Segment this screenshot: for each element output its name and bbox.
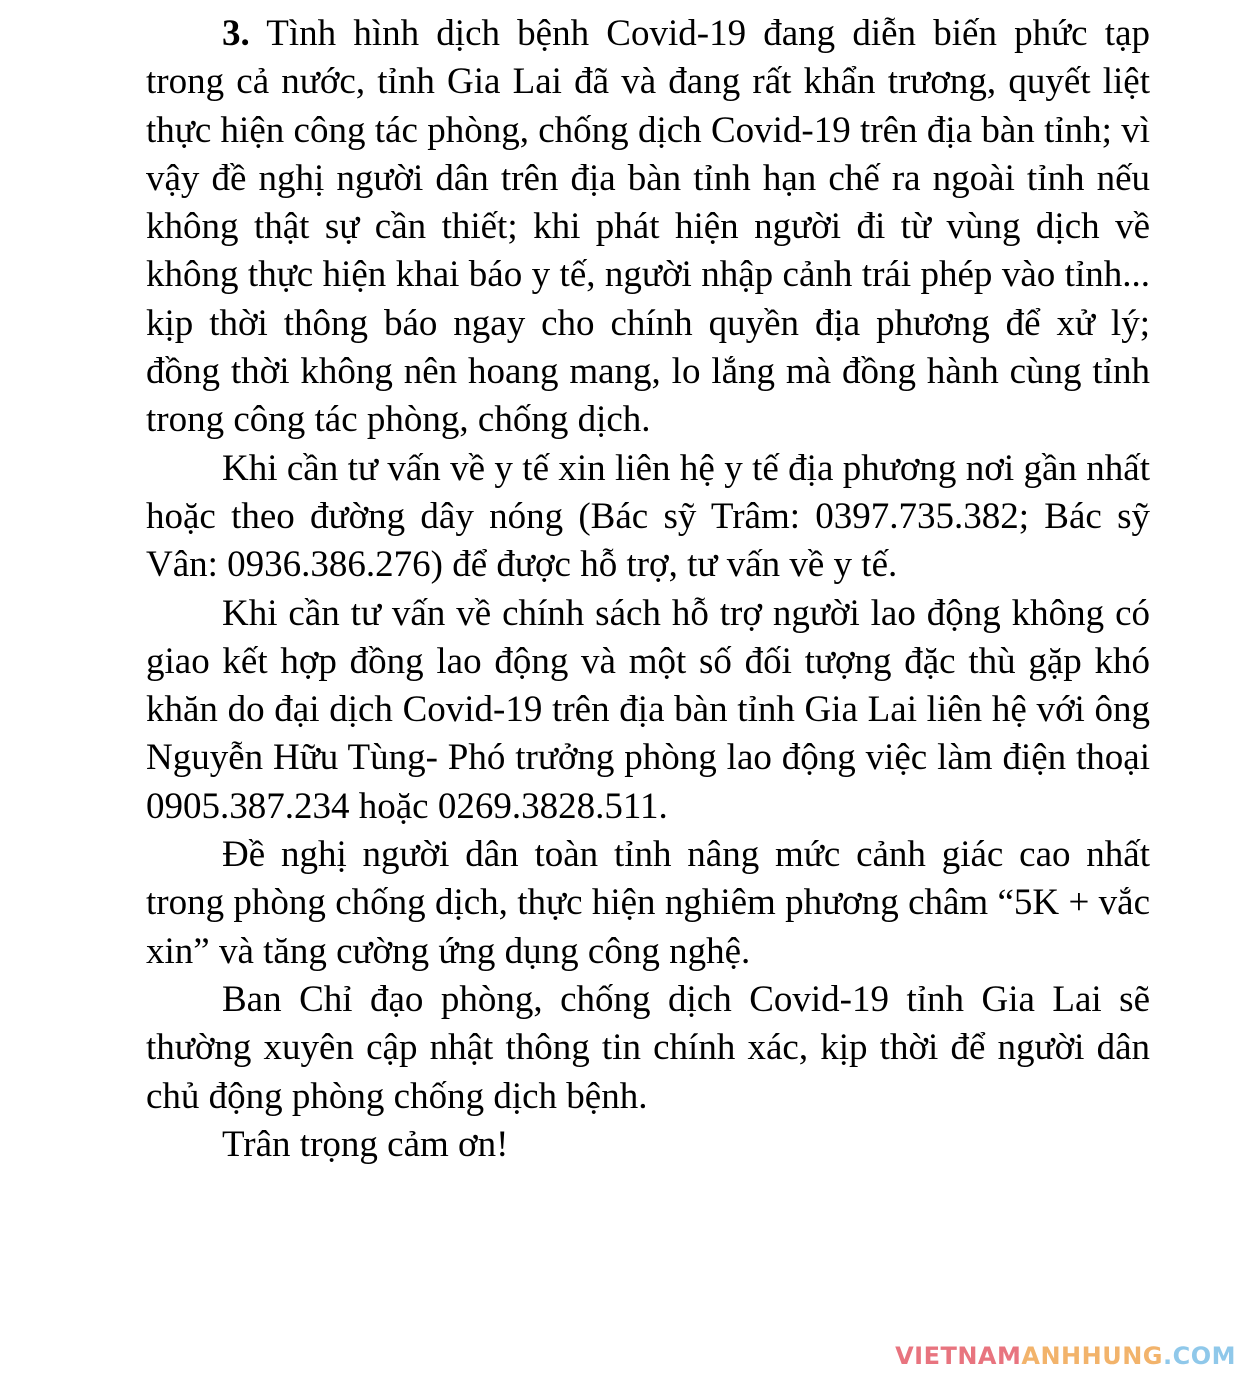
paragraph-closing-thanks: Trân trọng cảm ơn! [222,1123,509,1165]
paragraph-5k-vaccine: Đề nghị người dân toàn tỉnh nâng mức cảnh giác cao nhất trong phòng chống dịch, thực hiện nghiêm phương châm “5K + vắc xin” và tăng cường ứng dụng công nghệ. [146,834,1150,972]
paragraph-medical-hotline: Khi cần tư vấn về y tế xin liên hệ y tế địa phương nơi gần nhất hoặc theo đường dây nóng (Bác sỹ Trâm: 0397.735.382; Bác sỹ Vân: 0936.386.276) để được hỗ trợ, tư vấn về y tế. [146,447,1150,586]
watermark-part-anhhung: ANHHUNG [1021,1342,1163,1370]
paragraph-text: Tình hình dịch bệnh Covid-19 đang diễn biến phức tạp trong cả nước, tỉnh Gia Lai đã và đang rất khẩn trương, quyết liệt thực hiện công tác phòng, chống dịch Covid-19 trên địa bàn tỉnh; vì vậy đề nghị người dân trên địa bàn tỉnh hạn chế ra ngoài tỉnh nếu không thật sự cần thiết; khi phát hiện người đi từ vùng dịch về không thực hiện khai báo y tế, người nhập cảnh trái phép vào tỉnh... kịp thời thông báo ngay cho chính quyền địa phương để xử lý; đồng thời không nên hoang mang, lo lắng mà đồng hành cùng tỉnh trong công tác phòng, chống dịch. [146,13,1150,441]
paragraph-steering-committee: Ban Chỉ đạo phòng, chống dịch Covid-19 tỉnh Gia Lai sẽ thường xuyên cập nhật thông tin chính xác, kịp thời để người dân chủ động phòng chống dịch bệnh. [146,978,1150,1117]
paragraph-number: 3. [222,13,250,54]
watermark-part-vietnam: VIETNAM [895,1342,1022,1370]
watermark-part-com: .COM [1162,1342,1236,1370]
paragraph-covid-situation [146,10,1150,445]
site-watermark [895,1342,1236,1370]
paragraph-labor-support: Khi cần tư vấn về chính sách hỗ trợ người lao động không có giao kết hợp đồng lao động và một số đối tượng đặc thù gặp khó khăn do đại dịch Covid-19 trên địa bàn tỉnh Gia Lai liên hệ với ông Nguyễn Hữu Tùng- Phó trưởng phòng lao động việc làm điện thoại 0905.387.234 hoặc 0269.3828.511. [146,592,1150,827]
document-body [146,10,1150,1169]
